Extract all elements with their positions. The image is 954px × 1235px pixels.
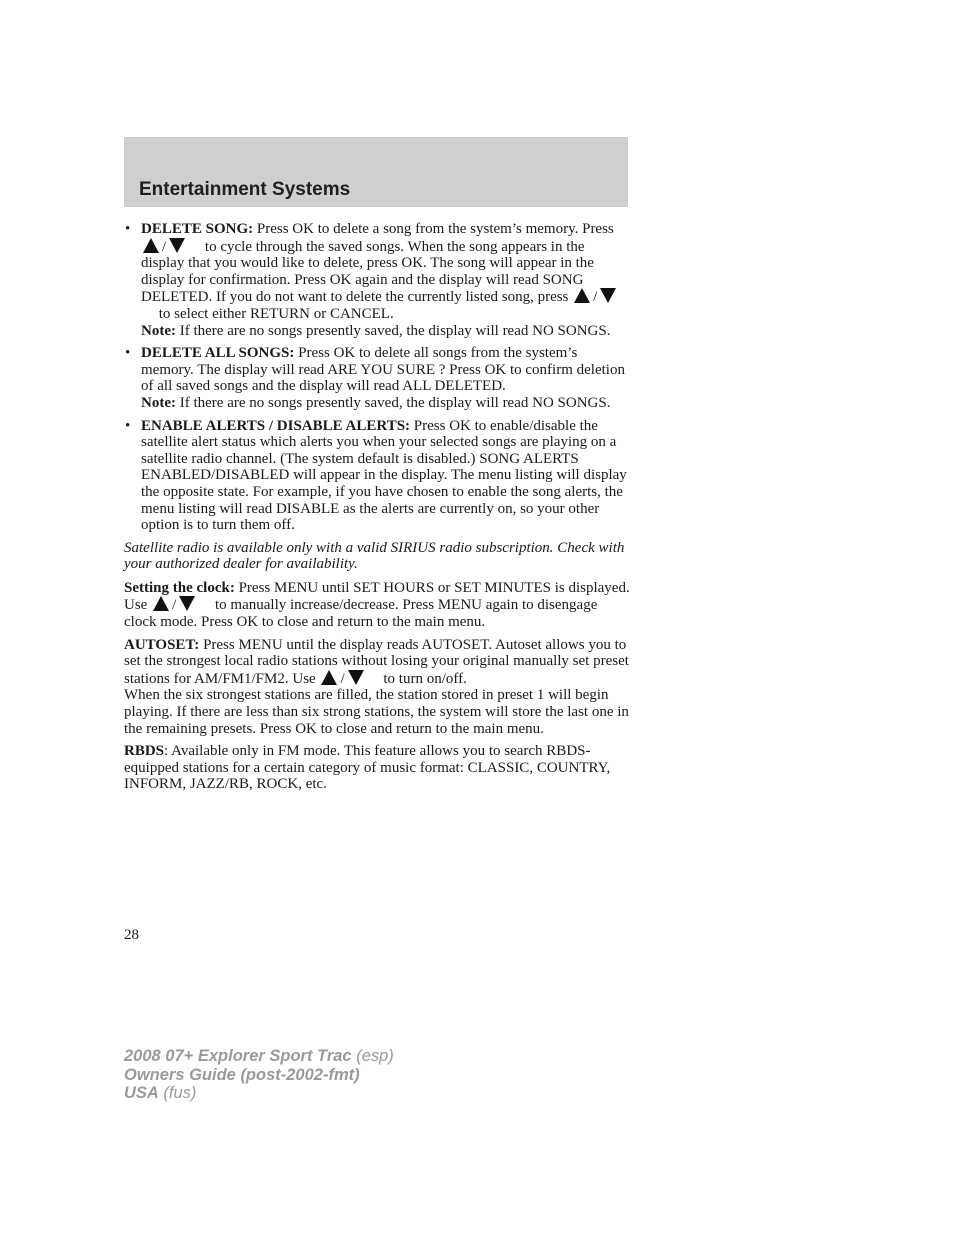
arrow-down-icon xyxy=(179,596,195,611)
autoset-text-1: Press MENU until the display reads AUTOSET. Autoset allows you to set the strongest local radio stations without losing your original manually set preset stations for AM/FM1/FM2. Use xyxy=(124,636,629,687)
clock-text-2: to manually increase/decrease. Press MENU again to disengage clock mode. Press OK to close and return to the main menu. xyxy=(124,597,598,631)
slash-separator: / xyxy=(340,670,345,687)
bullet-delete-all-songs xyxy=(124,345,630,411)
footer-market-code: (fus) xyxy=(158,1084,197,1102)
footer-line-1 xyxy=(124,1047,394,1066)
delete-song-text-1: Press OK to delete a song from the system’s memory. Press xyxy=(253,221,614,237)
note-text: If there are no songs presently saved, the display will read NO SONGS. xyxy=(175,394,611,411)
arrow-down-icon xyxy=(169,238,185,253)
arrow-up-icon xyxy=(574,288,590,303)
footer-line-2 xyxy=(124,1066,394,1085)
arrow-down-icon xyxy=(348,670,364,685)
delete-all-label: DELETE ALL SONGS: xyxy=(141,345,295,362)
rbds-paragraph xyxy=(124,743,630,793)
section-header-band xyxy=(124,137,628,207)
note-label: Note: xyxy=(141,394,176,411)
slash-separator: / xyxy=(593,289,598,306)
delete-all-text: Press OK to delete all songs from the system’s memory. The display will read ARE YOU SURE ? Press OK to confirm deletion of all saved songs and the display will read ALL DELETED. xyxy=(141,345,625,395)
section-title: Entertainment Systems xyxy=(139,179,351,200)
note-text: If there are no songs presently saved, the display will read NO SONGS. xyxy=(175,322,611,339)
autoset-label: AUTOSET: xyxy=(124,636,200,653)
footer-model-code: (esp) xyxy=(351,1047,394,1065)
arrow-up-icon xyxy=(143,238,159,253)
delete-song-text-2: to cycle through the saved songs. When the song appears in the display that you would like to delete, press OK. The song will appear in the display for confirmation. Press OK again and the display will read SONG DELETED. If you do not want to delete the currently listed song, press xyxy=(141,238,594,306)
clock-label: Setting the clock: xyxy=(124,579,235,596)
slash-separator: / xyxy=(162,238,167,255)
delete-song-note xyxy=(141,323,630,340)
bullet-delete-song xyxy=(124,221,630,339)
delete-all-paragraph xyxy=(141,345,630,395)
document-footer xyxy=(124,1047,394,1103)
autoset-text-2: to turn on/off. xyxy=(379,670,467,687)
rbds-label: RBDS xyxy=(124,743,165,760)
satellite-availability-note: Satellite radio is available only with a valid SIRIUS radio subscription. Check with your authorized dealer for availability. xyxy=(124,539,625,573)
alerts-text: Press OK to enable/disable the satellite alert status which alerts you when your selected songs are playing on a satellite radio channel. (The system default is disabled.) SONG ALERTS ENABLED/DISABLED will appear in the display. The menu listing will display the opposite state. For example, if you have chosen to enable the song alerts, the menu listing will read DISABLE as the alerts are currently on, so your other option is to turn them off. xyxy=(141,417,627,534)
note-label: Note: xyxy=(141,322,176,339)
slash-separator: / xyxy=(172,597,177,614)
footer-model: 2008 07+ Explorer Sport Trac xyxy=(124,1047,352,1065)
alerts-label: ENABLE ALERTS / DISABLE ALERTS: xyxy=(141,417,411,434)
footer-market: USA xyxy=(124,1084,159,1102)
page-content xyxy=(124,221,630,799)
autoset-paragraph-2: When the six strongest stations are filled, the station stored in preset 1 will begin playing. If there are less than six strong stations, the system will store the last one in the remaining presets. Press OK to close and return to the main menu. xyxy=(124,687,629,737)
rbds-text: : Available only in FM mode. This feature allows you to search RBDS-equipped stations for a certain category of music format: CLASSIC, COUNTRY, INFORM, JAZZ/RB, ROCK, etc. xyxy=(124,743,611,793)
footer-line-3 xyxy=(124,1084,394,1103)
clock-text-1: Press MENU until SET HOURS or SET MINUTES is displayed. Use xyxy=(124,579,630,614)
page-number: 28 xyxy=(124,927,139,943)
delete-song-paragraph xyxy=(141,221,630,323)
delete-song-label: DELETE SONG: xyxy=(141,221,254,237)
autoset-paragraph xyxy=(124,637,630,688)
delete-song-text-3: to select either RETURN or CANCEL. xyxy=(155,305,394,322)
clock-paragraph xyxy=(124,580,630,631)
arrow-up-icon xyxy=(321,670,337,685)
arrow-up-icon xyxy=(153,596,169,611)
arrow-down-icon xyxy=(600,288,616,303)
footer-guide: Owners Guide (post-2002-fmt) xyxy=(124,1065,360,1084)
delete-all-note xyxy=(141,395,630,412)
alerts-paragraph xyxy=(141,418,630,534)
bullet-list xyxy=(124,221,630,534)
bullet-alerts xyxy=(124,418,630,534)
